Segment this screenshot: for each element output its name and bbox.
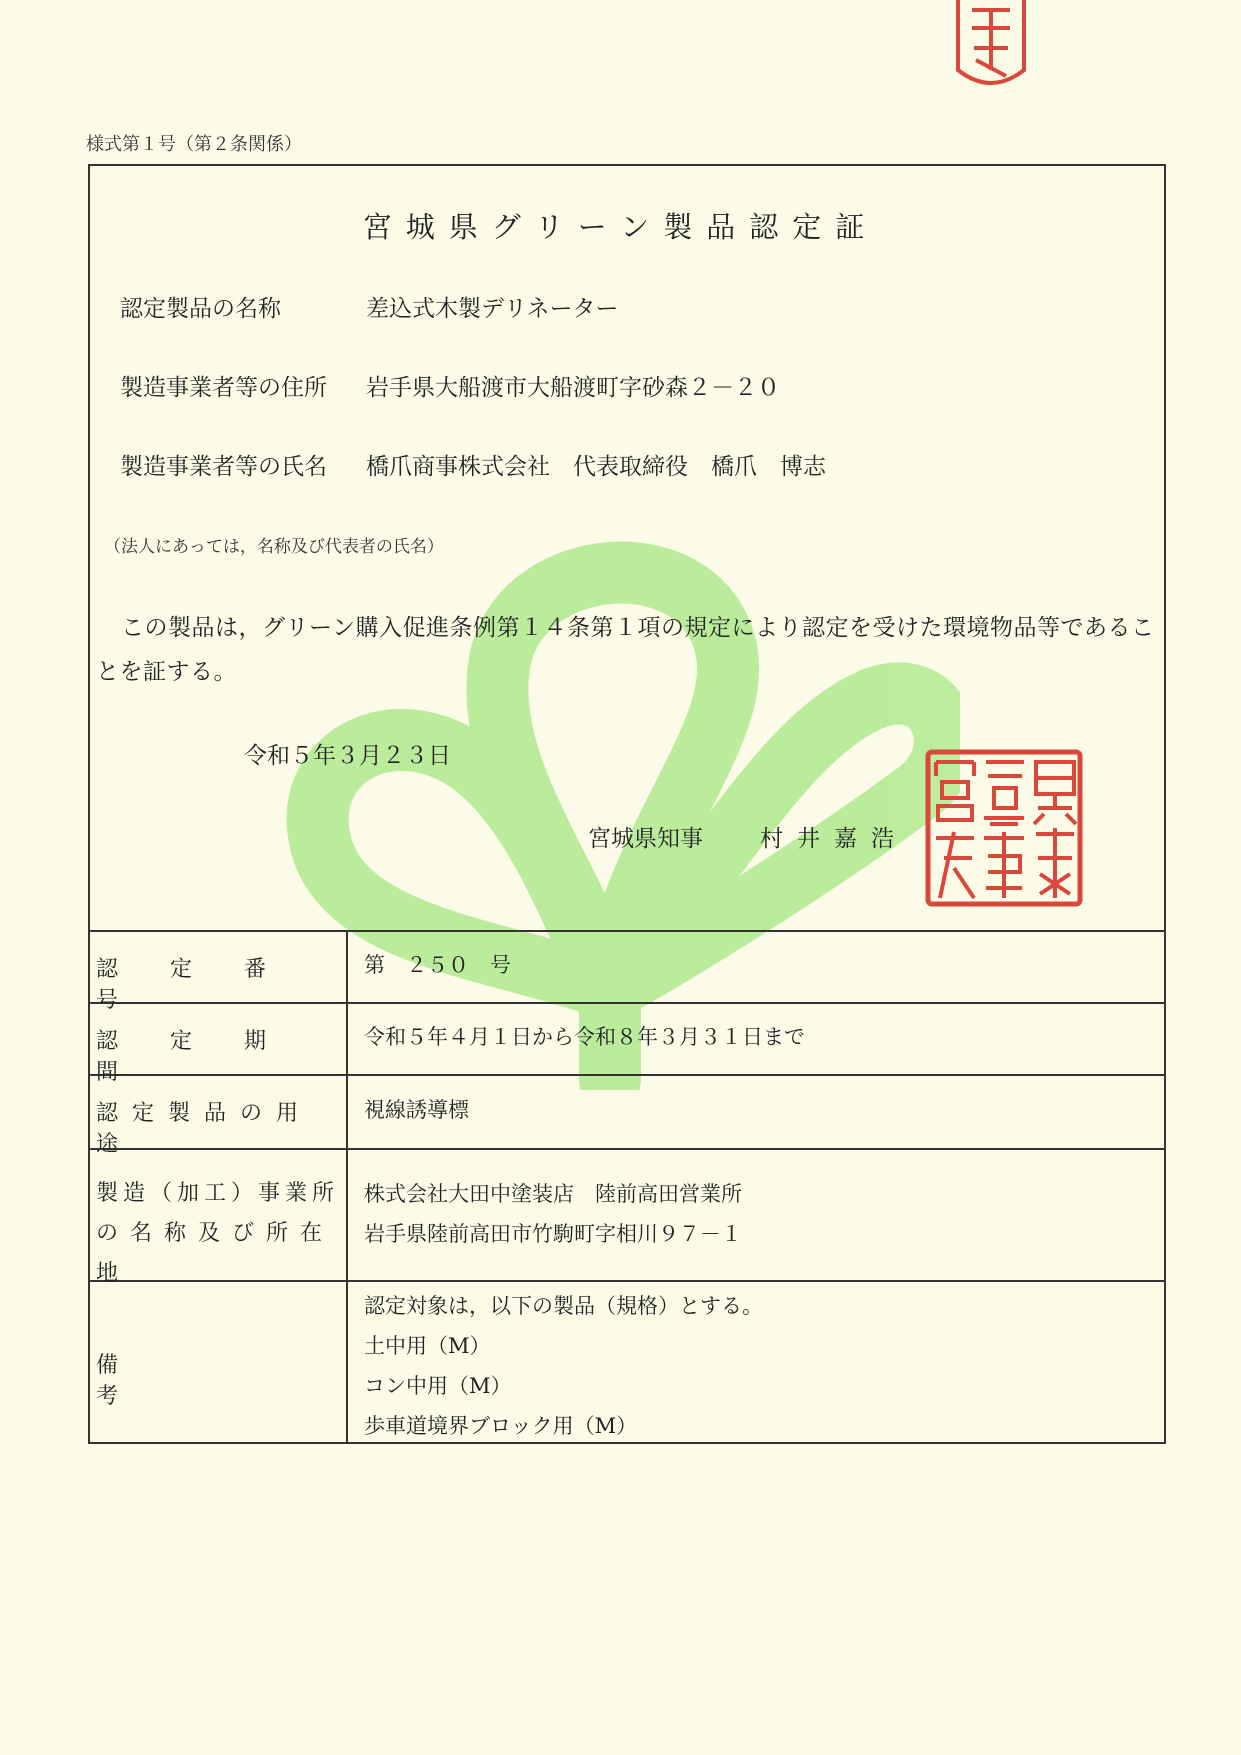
factory-label: [96, 1174, 342, 1294]
factory-label-line-2: の名称及び所在地: [96, 1221, 335, 1286]
table-column-rule: [346, 930, 348, 1444]
cert-number-label-text: 認定番号: [96, 957, 319, 1013]
remarks-line: 認定対象は，以下の製品（規格）とする。: [364, 1294, 763, 1318]
product-name-value: 差込式木製デリネーター: [366, 296, 619, 322]
product-name-label: 認定製品の名称: [120, 296, 281, 322]
factory-value: [364, 1174, 742, 1254]
cert-number-value: 第 ２５０ 号: [364, 953, 511, 977]
remarks-label-text: 備考: [96, 1353, 309, 1409]
form-number: 様式第１号（第２条関係）: [86, 134, 302, 155]
use-value: 視線誘導標: [364, 1098, 469, 1122]
remarks-line: 土中用（M）: [364, 1334, 491, 1358]
governor-seal-stamp: [924, 748, 1084, 908]
period-label: [96, 1024, 342, 1086]
table-rule: [88, 930, 1166, 932]
cert-number-label: [96, 952, 342, 1014]
certification-table: [88, 930, 1166, 1444]
certification-statement: この製品は，グリーン購入促進条例第１４条第１項の規定により認定を受けた環境物品等であることを証する。: [96, 615, 1155, 685]
factory-address: 岩手県陸前高田市竹駒町字相川９７－１: [364, 1222, 742, 1246]
period-label-text: 認定期間: [96, 1029, 319, 1085]
address-value: 岩手県大船渡市大船渡町字砂森２－２０: [366, 375, 780, 401]
remarks-line: 歩車道境界ブロック用（M）: [364, 1414, 638, 1438]
corporate-note: （法人にあっては，名称及び代表者の氏名）: [104, 537, 444, 557]
issue-date: 令和５年３月２３日: [244, 743, 451, 769]
governor-name: 村井嘉浩: [760, 826, 908, 852]
factory-label-line-1: 製造（加工）事業所: [96, 1181, 340, 1206]
governor-title: 宮城県知事: [588, 826, 703, 852]
certificate-title: 宮城県グリーン製品認定証: [362, 210, 879, 244]
manufacturer-name-value: 橋爪商事株式会社 代表取締役 橋爪 博志: [366, 454, 826, 480]
manufacturer-name-label: 製造事業者等の氏名: [120, 454, 327, 480]
address-label: 製造事業者等の住所: [120, 375, 327, 401]
remarks-value: [364, 1286, 763, 1446]
use-label: [96, 1096, 342, 1158]
use-label-text: 認定製品の用途: [96, 1101, 313, 1157]
seal-stamp-top: [952, 0, 1030, 90]
factory-name: 株式会社大田中塗装店 陸前高田営業所: [364, 1182, 742, 1206]
period-value: 令和５年４月１日から令和８年３月３１日まで: [364, 1025, 805, 1049]
remarks-label: [96, 1348, 342, 1410]
remarks-line: コン中用（M）: [364, 1374, 512, 1398]
